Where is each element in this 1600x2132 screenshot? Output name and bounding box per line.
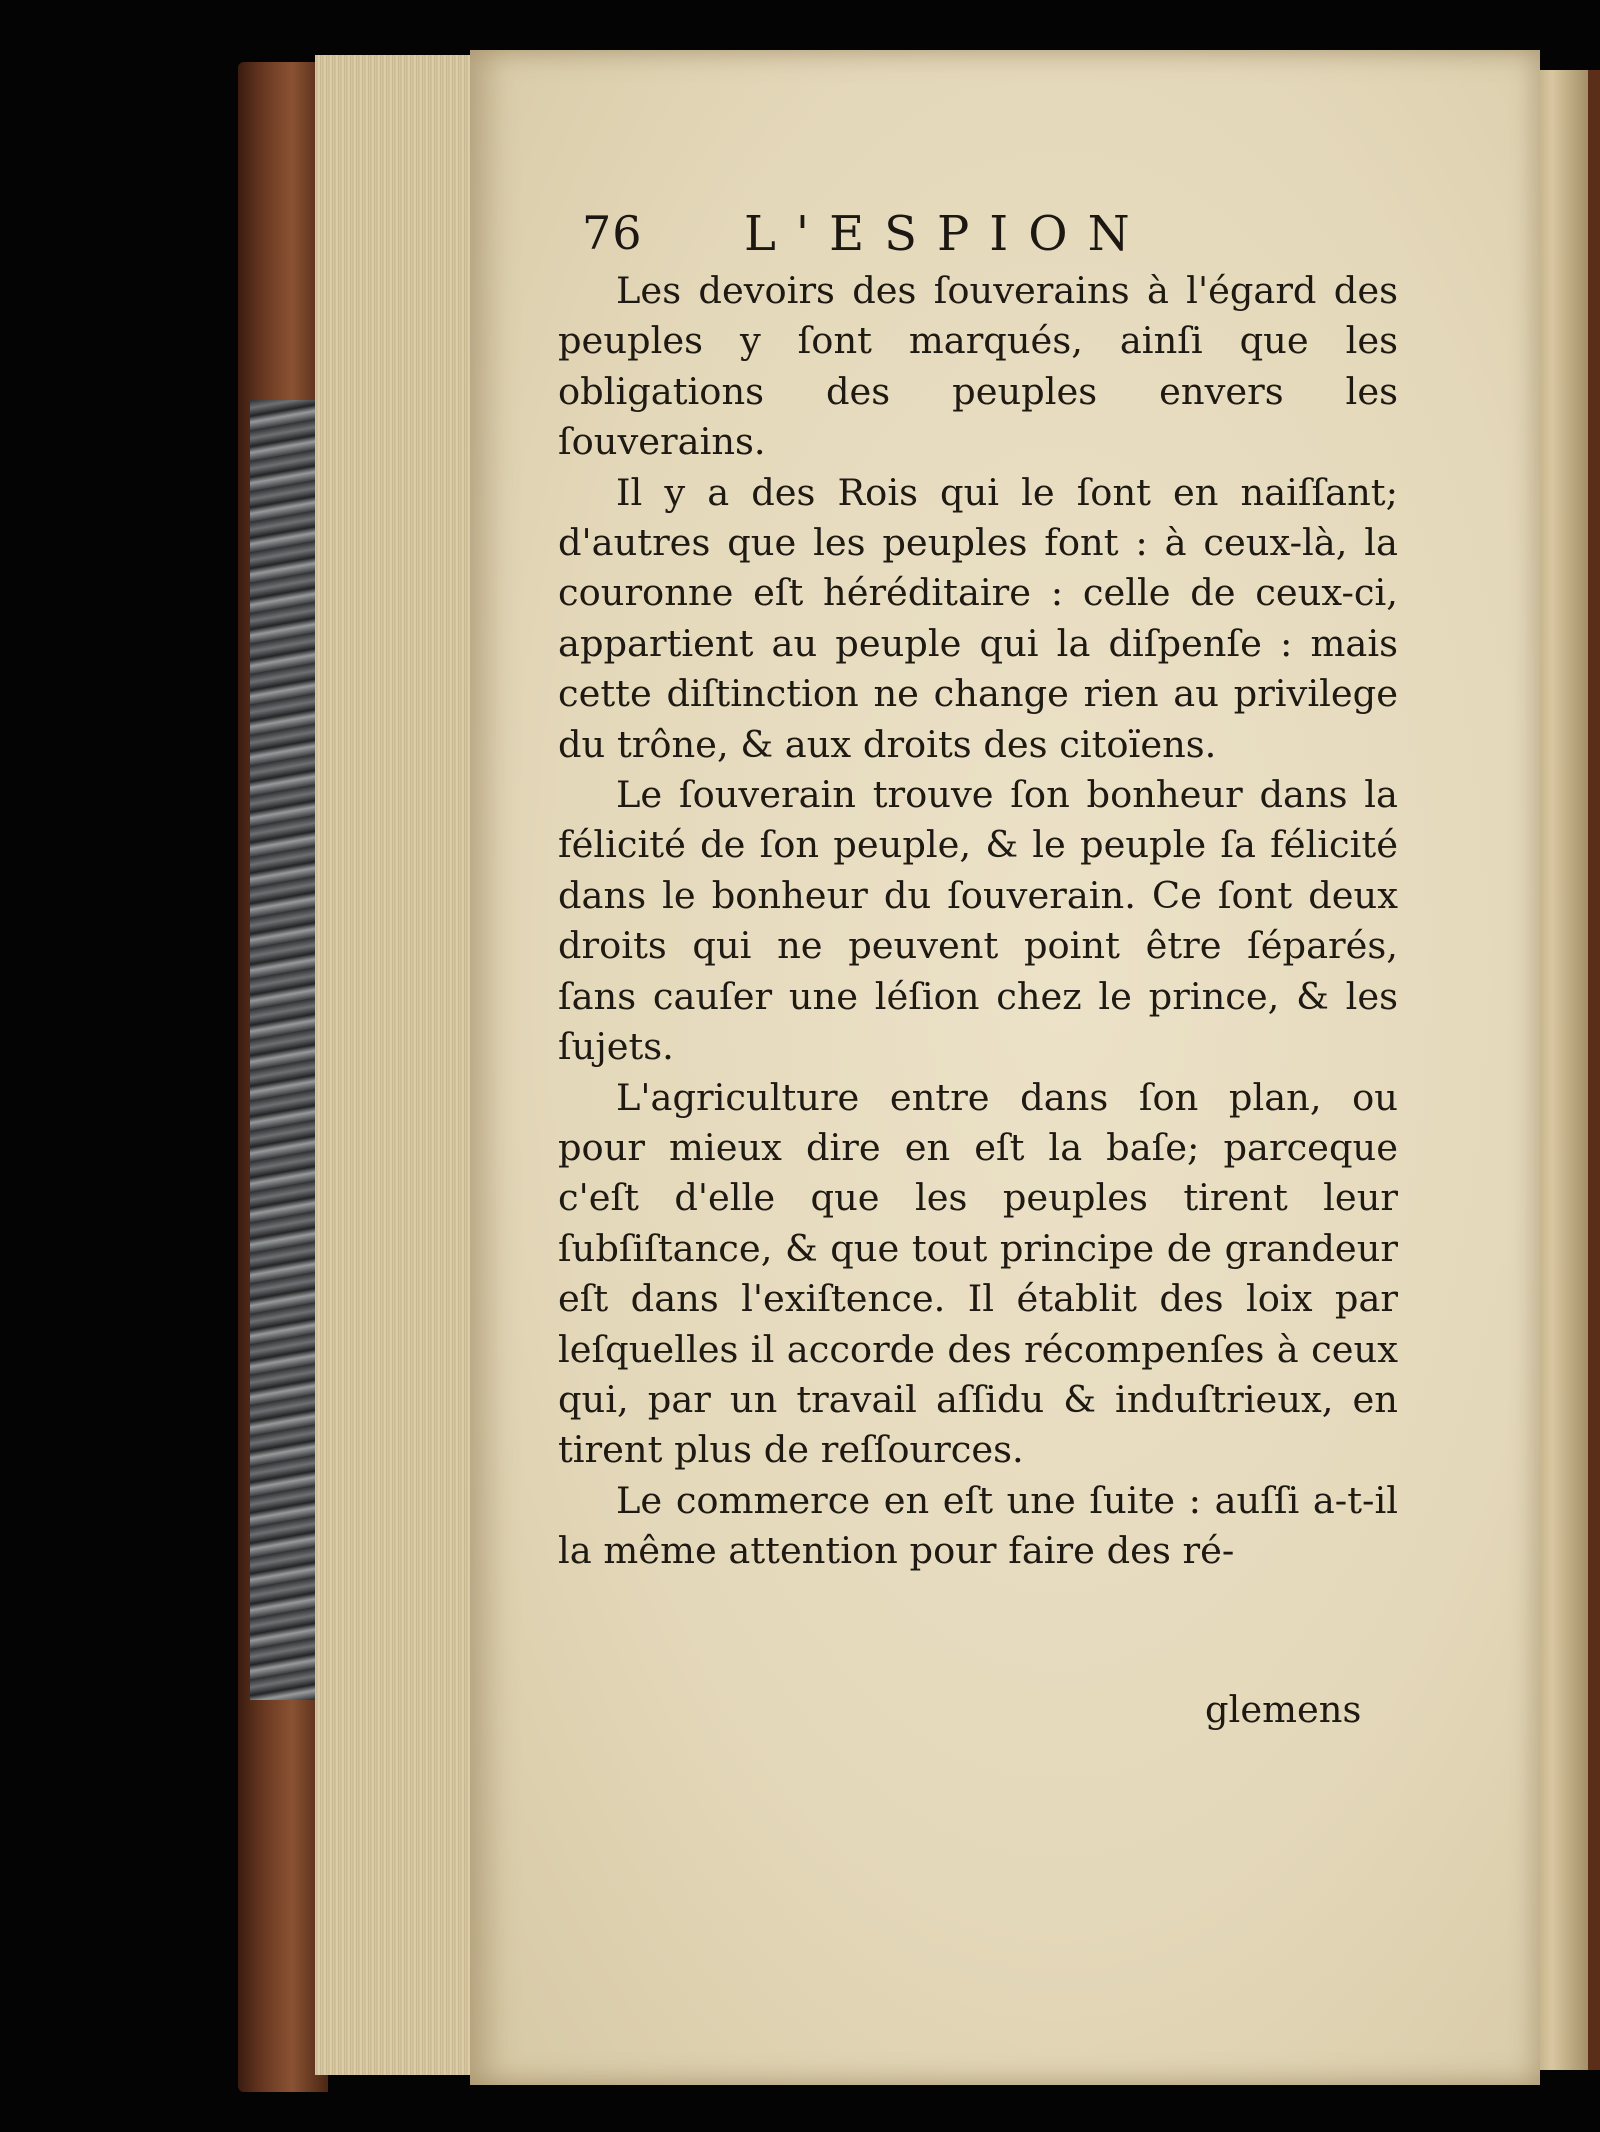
- running-head: L'ESPION: [744, 206, 1150, 262]
- page-header: [582, 206, 1222, 266]
- marbled-cover-edge: [250, 400, 320, 1700]
- page-number: 76: [582, 206, 643, 260]
- paragraph: Le commerce en eſt une ſuite : auſſi a-t-il la même attention pour faire des ré-: [558, 1478, 1398, 1573]
- paragraph: Le ſouverain trouve ſon bonheur dans la félicité de ſon peuple, & le peuple ſa félicité dans le bonheur du ſouverain. Ce ſont deux droits qui ne peuvent point être ſéparés, ſans cauſer une léſion chez le prince, & les ſujets.: [558, 773, 1398, 1069]
- body-text: [558, 266, 1398, 1577]
- catchword: glemens: [1205, 1688, 1362, 1731]
- paragraph: Il y a des Rois qui le ſont en naiſſant; d'autres que les peuples font : à ceux-là, la couronne eſt héréditaire : celle de ceux-ci, appartient au peuple qui la diſpenſe : mais cette diſtinction ne change rien au privilege du trône, & aux droits des citoïens.: [558, 470, 1398, 766]
- paragraph: Les devoirs des ſouverains à l'égard des peuples y ſont marqués, ainſi que les obligations des peuples envers les ſouverains.: [558, 269, 1398, 464]
- page-edges: [315, 55, 475, 2075]
- paragraph: L'agriculture entre dans ſon plan, ou pour mieux dire en eſt la baſe; parceque c'eſt d'elle que les peuples tirent leur ſubſiſtance, & que tout principe de grandeur eſt dans l'exiſtence. Il établit des loix par leſquelles il accorde des récompenſes à ceux qui, par un travail aſſidu & induſtrieux, en tirent plus de reſſources.: [558, 1075, 1398, 1472]
